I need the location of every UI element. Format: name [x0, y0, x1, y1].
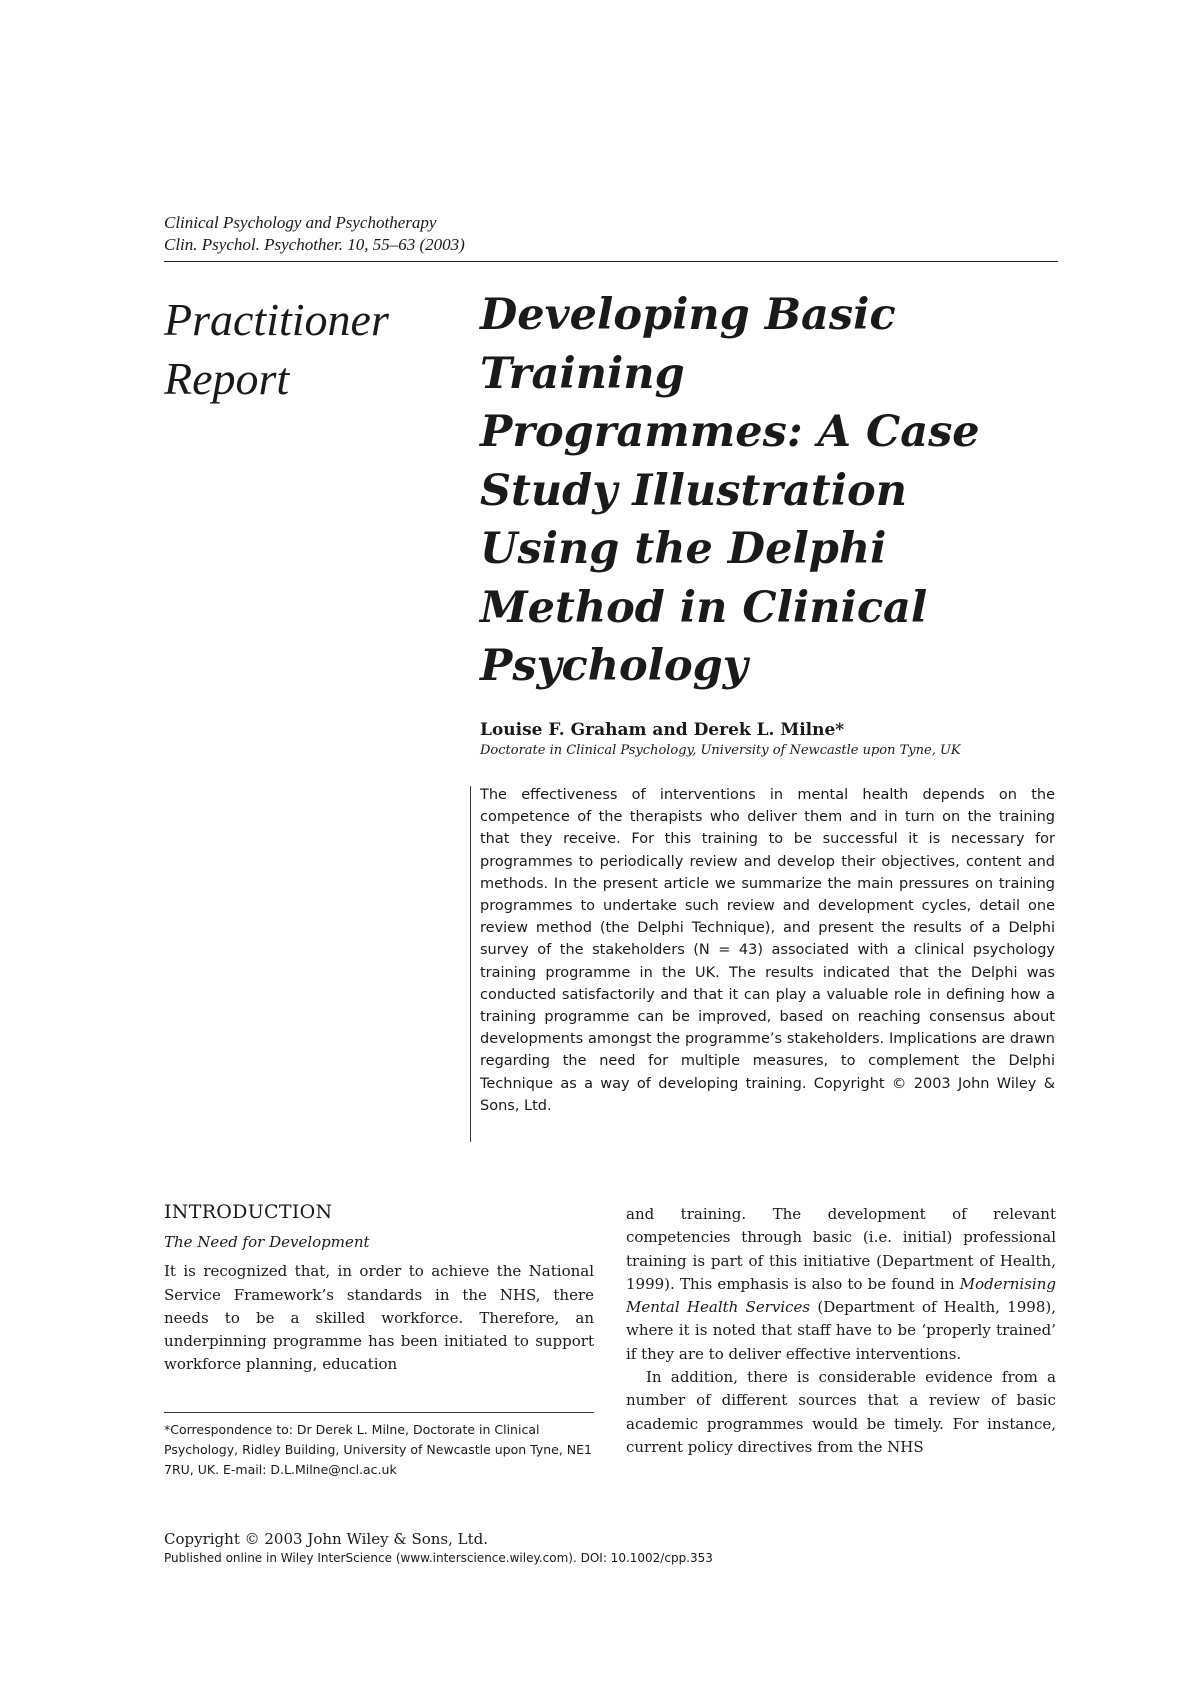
body-paragraph: In addition, there is considerable evidence from a number of different sources that a review of basic academic programmes would be timely. For instance, current policy directives from the NHS — [626, 1368, 1056, 1456]
title-line: Method in Clinical — [480, 582, 928, 633]
left-column — [164, 1199, 594, 1377]
title-line: Training — [480, 348, 685, 399]
journal-header — [164, 212, 1058, 256]
title-line: Study Illustration — [480, 465, 907, 516]
correspondence-footnote: *Correspondence to: Dr Derek L. Milne, Doctorate in Clinical Psychology, Ridley Building, University of Newcastle upon Tyne, NE1 7RU, UK. E-mail: D.L.Milne@ncl.ac.uk — [164, 1422, 592, 1477]
journal-citation: Clin. Psychol. Psychother. 10, 55–63 (2003) — [164, 235, 465, 254]
title-line: Using the Delphi — [480, 524, 887, 574]
journal-name: Clinical Psychology and Psychotherapy — [164, 213, 437, 232]
abstract: The effectiveness of interventions in mental health depends on the competence of the therapists who deliver them and in turn on the training that they receive. For this training to be successful it is necessary for programmes to periodically review and develop their objectives, content and methods. In the present article we summarize the main pressures on training programmes to undertake such review and development cycles, detail one review method (the Delphi Technique), and present the results of a Delphi survey of the stakeholders (N = 43) associated with a clinical psychology training programme in the UK. The results indicated that the Delphi was conducted satisfactorily and that it can play a valuable role in defining how a training programme can be improved, based on reaching consensus about developments amongst the programme’s stakeholders. Implications are drawn regarding the need for multiple measures, to complement the Delphi Technique as a way of developing training. Copyright © 2003 John Wiley & Sons, Ltd. — [480, 787, 1055, 1114]
section-label-line1: Practitioner — [164, 294, 389, 345]
right-column — [626, 1203, 1056, 1459]
footnote-rule — [164, 1412, 594, 1413]
affiliation: Doctorate in Clinical Psychology, University of Newcastle upon Tyne, UK — [480, 743, 961, 758]
article-title — [480, 286, 1040, 696]
header-rule — [164, 261, 1058, 262]
title-line: Programmes: A Case — [480, 407, 980, 457]
published-online-line: Published online in Wiley InterScience (www.interscience.wiley.com). DOI: 10.1002/cpp.353 — [164, 1551, 713, 1565]
section-heading: INTRODUCTION — [164, 1201, 333, 1223]
body-paragraph — [626, 1203, 1056, 1366]
subsection-heading: The Need for Development — [164, 1233, 370, 1251]
report-title: Modernising Mental Health Services — [626, 1274, 1056, 1317]
text-run: (Department of Health, 1998), where it is noted that staff have to be ‘properly trained’ if they are to deliver effective interventions. — [626, 1298, 1056, 1363]
title-line: Psychology — [480, 641, 748, 691]
copyright-line: Copyright © 2003 John Wiley & Sons, Ltd. — [164, 1530, 489, 1548]
authors: Louise F. Graham and Derek L. Milne* — [480, 720, 845, 740]
text-run: and training. The development of relevant competencies through basic (i.e. initial) professional training is part of this initiative (Department of Health, 1999). This emphasis is also to be found in — [626, 1205, 1056, 1293]
section-label-line2: Report — [164, 353, 290, 404]
title-line: Developing Basic — [480, 290, 896, 340]
section-label — [164, 290, 454, 408]
abstract-rule — [470, 786, 471, 1142]
body-paragraph: It is recognized that, in order to achieve the National Service Framework’s standards in the NHS, there needs to be a skilled workforce. Therefore, an underpinning programme has been initiated to support workforce planning, education — [164, 1262, 594, 1374]
